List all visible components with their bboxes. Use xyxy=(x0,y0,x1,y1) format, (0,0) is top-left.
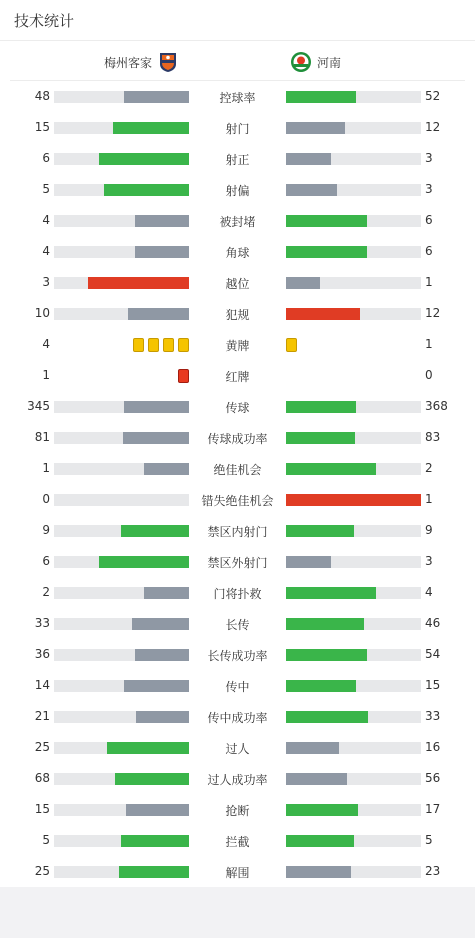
stat-label: 过人成功率 xyxy=(207,773,268,787)
home-value: 25 xyxy=(34,864,50,878)
home-bar-track xyxy=(54,463,189,475)
away-value: 1 xyxy=(425,275,433,289)
away-bar-track xyxy=(286,649,421,661)
home-value: 68 xyxy=(34,771,50,785)
away-value: 12 xyxy=(425,120,441,134)
home-value: 33 xyxy=(34,616,50,630)
home-value: 1 xyxy=(42,368,50,382)
stat-label: 被封堵 xyxy=(219,215,256,229)
away-value: 23 xyxy=(425,864,441,878)
away-bar-track xyxy=(286,742,421,754)
away-bar-fill xyxy=(286,463,376,475)
away-bar-fill xyxy=(286,804,358,816)
stat-label: 长传成功率 xyxy=(207,649,268,663)
away-bar-track xyxy=(286,122,421,134)
home-bar-track xyxy=(54,401,189,413)
stat-row xyxy=(0,454,475,485)
away-bar-track xyxy=(286,587,421,599)
away-value: 2 xyxy=(425,461,433,475)
home-bar-track xyxy=(54,618,189,630)
away-value: 17 xyxy=(425,802,441,816)
stat-row xyxy=(0,764,475,795)
stat-label: 黄牌 xyxy=(225,339,250,353)
home-bar-fill xyxy=(128,308,189,320)
stat-label: 红牌 xyxy=(225,370,250,384)
stat-row xyxy=(0,423,475,454)
away-bar-fill xyxy=(286,215,367,227)
away-value: 46 xyxy=(425,616,441,630)
stat-label: 传中成功率 xyxy=(207,711,268,725)
stat-row xyxy=(0,392,475,423)
stat-row xyxy=(0,640,475,671)
home-value: 4 xyxy=(42,213,50,227)
home-team-name: 梅州客家 xyxy=(103,55,152,70)
home-bar-track xyxy=(54,835,189,847)
home-bar-track xyxy=(54,122,189,134)
home-bar-fill xyxy=(135,215,189,227)
away-bar-fill xyxy=(286,866,351,878)
away-bar-fill xyxy=(286,680,356,692)
away-bar-track xyxy=(286,618,421,630)
home-bar-track xyxy=(54,773,189,785)
stat-label: 拦截 xyxy=(225,835,250,849)
home-value: 15 xyxy=(34,802,50,816)
home-bar-fill xyxy=(121,835,189,847)
away-bar-fill xyxy=(286,649,367,661)
home-bar-fill xyxy=(124,91,189,103)
home-value: 5 xyxy=(42,833,50,847)
stat-row xyxy=(0,609,475,640)
away-bar-track xyxy=(286,215,421,227)
away-value: 52 xyxy=(425,89,441,103)
home-team-logo-icon xyxy=(157,51,179,73)
team-header xyxy=(10,41,465,81)
away-bar-fill xyxy=(286,184,337,196)
home-value: 9 xyxy=(42,523,50,537)
home-bar-track xyxy=(54,153,189,165)
home-value: 5 xyxy=(42,182,50,196)
away-value: 4 xyxy=(425,585,433,599)
away-bar-fill xyxy=(286,587,376,599)
home-value: 4 xyxy=(42,337,50,351)
home-value: 10 xyxy=(34,306,50,320)
home-value: 1 xyxy=(42,461,50,475)
away-bar-track xyxy=(286,401,421,413)
away-team-logo-icon xyxy=(290,51,312,73)
away-value: 0 xyxy=(425,368,433,382)
home-bar-track xyxy=(54,215,189,227)
away-bar-track xyxy=(286,432,421,444)
home-bar-fill xyxy=(132,618,189,630)
home-bar-track xyxy=(54,494,189,506)
stat-row xyxy=(0,175,475,206)
home-value: 4 xyxy=(42,244,50,258)
home-bar-track xyxy=(54,525,189,537)
yellow-card-icon xyxy=(148,338,159,352)
away-bar-fill xyxy=(286,401,356,413)
stat-row xyxy=(0,361,475,392)
stat-row xyxy=(0,268,475,299)
away-bar-fill xyxy=(286,153,331,165)
away-bar-fill xyxy=(286,246,367,258)
home-bar-fill xyxy=(115,773,189,785)
away-bar-fill xyxy=(286,618,364,630)
stat-row xyxy=(0,578,475,609)
away-bar-fill xyxy=(286,835,354,847)
stat-label: 犯规 xyxy=(225,308,250,322)
home-value: 25 xyxy=(34,740,50,754)
away-value: 3 xyxy=(425,554,433,568)
home-value: 2 xyxy=(42,585,50,599)
stat-label: 传球成功率 xyxy=(207,432,268,446)
away-cards xyxy=(286,338,297,352)
stat-label: 传中 xyxy=(225,680,250,694)
away-bar-track xyxy=(286,184,421,196)
away-bar-track xyxy=(286,556,421,568)
stat-row xyxy=(0,237,475,268)
away-bar-track xyxy=(286,773,421,785)
away-value: 56 xyxy=(425,771,441,785)
home-bar-track xyxy=(54,246,189,258)
home-value: 21 xyxy=(34,709,50,723)
stat-row xyxy=(0,857,475,888)
away-bar-track xyxy=(286,463,421,475)
home-bar-track xyxy=(54,866,189,878)
stat-row xyxy=(0,733,475,764)
away-value: 15 xyxy=(425,678,441,692)
away-bar-track xyxy=(286,804,421,816)
home-value: 0 xyxy=(42,492,50,506)
away-value: 54 xyxy=(425,647,441,661)
stat-row xyxy=(0,299,475,330)
yellow-card-icon xyxy=(178,338,189,352)
away-bar-fill xyxy=(286,525,354,537)
away-bar-fill xyxy=(286,742,339,754)
home-bar-track xyxy=(54,711,189,723)
stat-label: 角球 xyxy=(225,246,250,260)
away-bar-fill xyxy=(286,91,356,103)
home-bar-track xyxy=(54,432,189,444)
away-value: 5 xyxy=(425,833,433,847)
away-value: 83 xyxy=(425,430,441,444)
stat-label: 解围 xyxy=(225,866,250,880)
home-bar-fill xyxy=(144,463,189,475)
stat-row xyxy=(0,82,475,113)
stat-row xyxy=(0,795,475,826)
stat-row xyxy=(0,144,475,175)
away-value: 3 xyxy=(425,151,433,165)
home-bar-track xyxy=(54,804,189,816)
home-value: 6 xyxy=(42,554,50,568)
away-value: 9 xyxy=(425,523,433,537)
stat-label: 越位 xyxy=(225,277,250,291)
stat-label: 绝佳机会 xyxy=(213,463,262,477)
stat-row xyxy=(0,516,475,547)
away-bar-track xyxy=(286,494,421,506)
away-team-name: 河南 xyxy=(317,55,342,70)
home-team[interactable] xyxy=(104,51,179,73)
away-value: 33 xyxy=(425,709,441,723)
home-bar-track xyxy=(54,91,189,103)
away-bar-track xyxy=(286,91,421,103)
page-title: 技术统计 xyxy=(14,12,75,30)
stat-label: 射门 xyxy=(225,122,250,136)
home-bar-track xyxy=(54,742,189,754)
away-value: 1 xyxy=(425,492,433,506)
home-bar-fill xyxy=(124,680,189,692)
home-bar-fill xyxy=(121,525,189,537)
red-card-icon xyxy=(178,369,189,383)
away-value: 12 xyxy=(425,306,441,320)
away-bar-track xyxy=(286,711,421,723)
away-bar-track xyxy=(286,308,421,320)
home-value: 14 xyxy=(34,678,50,692)
away-value: 6 xyxy=(425,213,433,227)
home-bar-track xyxy=(54,680,189,692)
stat-label: 过人 xyxy=(225,742,250,756)
away-value: 368 xyxy=(425,399,448,413)
away-bar-fill xyxy=(286,711,368,723)
away-team[interactable] xyxy=(290,51,341,73)
stat-label: 长传 xyxy=(225,618,250,632)
home-bar-fill xyxy=(99,153,189,165)
away-bar-track xyxy=(286,525,421,537)
stat-row xyxy=(0,330,475,361)
stat-label: 传球 xyxy=(225,401,250,415)
away-bar-track xyxy=(286,866,421,878)
home-bar-fill xyxy=(135,649,189,661)
stat-row xyxy=(0,113,475,144)
home-value: 345 xyxy=(27,399,50,413)
away-bar-fill xyxy=(286,122,345,134)
away-bar-track xyxy=(286,246,421,258)
home-bar-track xyxy=(54,587,189,599)
stats-list xyxy=(0,82,475,888)
stat-label: 禁区内射门 xyxy=(207,525,268,539)
home-bar-track xyxy=(54,184,189,196)
away-value: 3 xyxy=(425,182,433,196)
home-value: 6 xyxy=(42,151,50,165)
away-bar-fill xyxy=(286,556,331,568)
away-value: 6 xyxy=(425,244,433,258)
away-bar-fill xyxy=(286,773,347,785)
away-value: 16 xyxy=(425,740,441,754)
home-bar-fill xyxy=(123,432,189,444)
home-value: 15 xyxy=(34,120,50,134)
away-bar-fill xyxy=(286,308,360,320)
home-bar-track xyxy=(54,277,189,289)
away-bar-track xyxy=(286,835,421,847)
away-bar-fill xyxy=(286,277,320,289)
home-bar-track xyxy=(54,308,189,320)
home-bar-fill xyxy=(135,246,189,258)
home-cards xyxy=(178,369,189,383)
home-bar-fill xyxy=(88,277,189,289)
stat-label: 门将扑救 xyxy=(213,587,262,601)
away-bar-track xyxy=(286,680,421,692)
home-bar-fill xyxy=(126,804,189,816)
stat-row xyxy=(0,206,475,237)
stat-row xyxy=(0,702,475,733)
away-bar-fill xyxy=(286,494,421,506)
home-bar-fill xyxy=(144,587,189,599)
home-value: 36 xyxy=(34,647,50,661)
away-bar-track xyxy=(286,153,421,165)
home-bar-fill xyxy=(136,711,189,723)
stat-label: 抢断 xyxy=(225,804,250,818)
home-bar-fill xyxy=(99,556,189,568)
stat-label: 射偏 xyxy=(225,184,250,198)
stat-label: 射正 xyxy=(225,153,250,167)
yellow-card-icon xyxy=(133,338,144,352)
stat-label: 禁区外射门 xyxy=(207,556,268,570)
stat-row xyxy=(0,671,475,702)
home-bar-fill xyxy=(124,401,189,413)
stat-row xyxy=(0,826,475,857)
away-bar-fill xyxy=(286,432,355,444)
yellow-card-icon xyxy=(163,338,174,352)
home-value: 48 xyxy=(34,89,50,103)
home-bar-fill xyxy=(107,742,189,754)
home-value: 81 xyxy=(34,430,50,444)
yellow-card-icon xyxy=(286,338,297,352)
home-bar-track xyxy=(54,556,189,568)
stat-row xyxy=(0,547,475,578)
stat-row xyxy=(0,485,475,516)
home-bar-track xyxy=(54,649,189,661)
away-bar-track xyxy=(286,277,421,289)
stat-label: 错失绝佳机会 xyxy=(201,494,274,508)
away-value: 1 xyxy=(425,337,433,351)
home-value: 3 xyxy=(42,275,50,289)
home-bar-fill xyxy=(104,184,189,196)
home-bar-fill xyxy=(113,122,189,134)
home-cards xyxy=(133,338,189,352)
stat-label: 控球率 xyxy=(219,91,256,105)
home-bar-fill xyxy=(119,866,189,878)
